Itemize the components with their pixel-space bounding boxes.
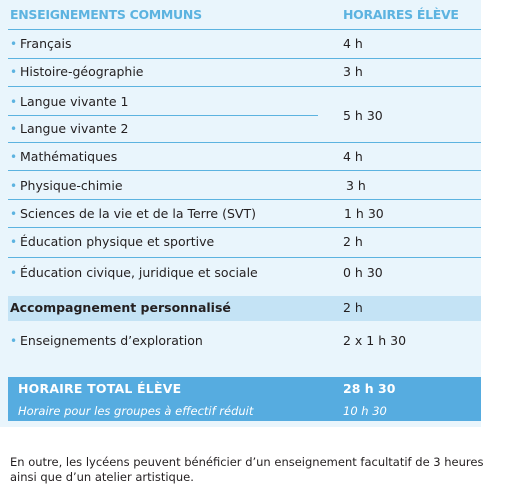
hours-header: HORAIRES ÉLÈVE <box>343 7 459 22</box>
subject-name: Physique-chimie <box>20 178 123 193</box>
bullet-icon: • <box>10 94 18 109</box>
subject-name: Éducation civique, juridique et sociale <box>20 265 258 280</box>
subject-name: Histoire-géographie <box>20 64 144 79</box>
accompaniment-label: Accompagnement personnalisé <box>10 300 231 315</box>
bullet-icon: • <box>10 121 18 136</box>
total-label: HORAIRE TOTAL ÉLÈVE <box>18 381 182 396</box>
table-row-label <box>10 265 258 280</box>
row-divider <box>8 227 481 228</box>
footnote: En outre, les lycéens peuvent bénéficier d’un enseignement facultatif de 3 heures ainsi que d’un atelier artistique. <box>10 455 484 484</box>
bullet-icon: • <box>10 206 18 221</box>
row-divider <box>8 115 318 116</box>
exploration-label: Enseignements d’exploration <box>20 333 203 348</box>
bullet-icon: • <box>10 234 18 249</box>
subject-name: Éducation physique et sportive <box>20 234 215 249</box>
subject-name: Langue vivante 1 <box>20 94 129 109</box>
row-divider <box>8 142 481 143</box>
row-divider <box>8 86 481 87</box>
table-row-label <box>10 94 128 109</box>
subject-hours: 1 h 30 <box>344 206 384 221</box>
bullet-icon: • <box>10 265 18 280</box>
reduced-group-hours: 10 h 30 <box>343 404 387 418</box>
bullet-icon: • <box>10 149 18 164</box>
header-divider <box>8 29 481 30</box>
table-row-label <box>10 36 72 51</box>
table-row-label <box>10 333 203 348</box>
subject-name: Sciences de la vie et de la Terre (SVT) <box>20 206 256 221</box>
reduced-group-label: Horaire pour les groupes à effectif réduit <box>18 404 254 418</box>
subject-hours-merged: 5 h 30 <box>343 108 383 123</box>
bullet-icon: • <box>10 333 18 348</box>
table-row-label <box>10 234 214 249</box>
table-row-label <box>10 149 117 164</box>
subjects-header: ENSEIGNEMENTS COMMUNS <box>10 7 202 22</box>
bullet-icon: • <box>10 36 18 51</box>
subject-hours: 3 h <box>343 64 363 79</box>
table-row-label <box>10 64 144 79</box>
table-row-label <box>10 178 123 193</box>
bullet-icon: • <box>10 178 18 193</box>
subject-hours: 2 h <box>343 234 363 249</box>
table-row-label <box>10 121 128 136</box>
row-divider <box>8 257 481 258</box>
row-divider <box>8 199 481 200</box>
subject-hours: 0 h 30 <box>343 265 383 280</box>
subject-name: Mathématiques <box>20 149 118 164</box>
total-hours: 28 h 30 <box>343 381 396 396</box>
row-divider <box>8 170 481 171</box>
subject-name: Français <box>20 36 72 51</box>
row-divider <box>8 58 481 59</box>
bullet-icon: • <box>10 64 18 79</box>
subject-name: Langue vivante 2 <box>20 121 129 136</box>
accompaniment-hours: 2 h <box>343 300 363 315</box>
subject-hours: 3 h <box>346 178 366 193</box>
subject-hours: 4 h <box>343 36 363 51</box>
exploration-hours: 2 x 1 h 30 <box>343 333 407 348</box>
subject-hours: 4 h <box>343 149 363 164</box>
table-row-label <box>10 206 256 221</box>
